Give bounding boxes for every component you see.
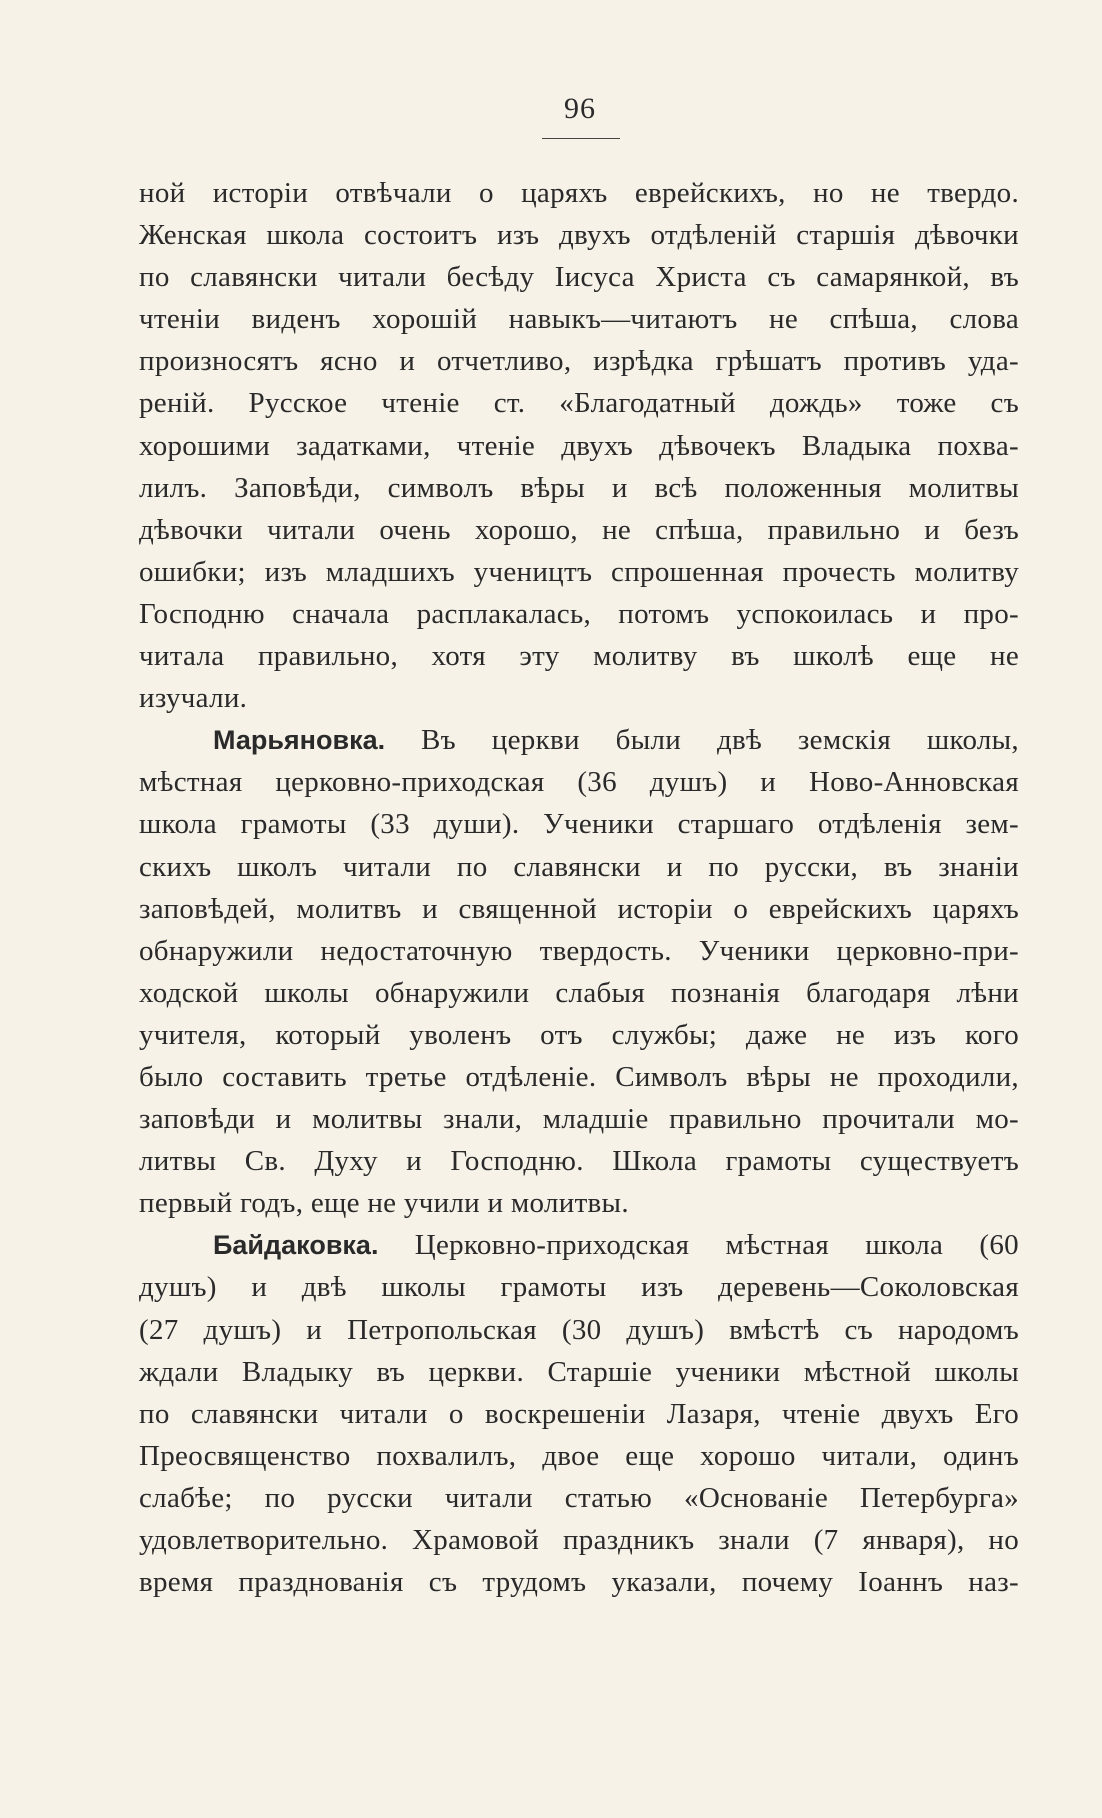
text-line: душъ) и двѣ школы грамоты изъ деревень—Соколовская [139, 1271, 1019, 1304]
text-line: дѣвочки читали очень хорошо, не спѣша, правильно и безъ [139, 513, 1019, 546]
text-fragment: Въ церкви были двѣ земскія школы, [421, 724, 1019, 757]
text-line: хорошими задатками, чтеніе двухъ дѣвочекъ Владыка похва- [139, 429, 1019, 462]
section-heading: Марьяновка. [213, 725, 386, 756]
text-line: (27 душъ) и Петропольская (30 душъ) вмѣстѣ съ народомъ [139, 1313, 1019, 1346]
section-heading: Байдаковка. [213, 1230, 379, 1261]
text-line: учителя, который уволенъ отъ службы; даже не изъ кого [139, 1018, 1019, 1051]
text-line: литвы Св. Духу и Господню. Школа грамоты существуетъ [139, 1145, 1019, 1178]
body-text [139, 172, 1019, 1603]
text-line: Женская школа состоитъ изъ двухъ отдѣленій старшія дѣвочки [139, 219, 1019, 252]
text-line: слабѣе; по русски читали статью «Основаніе Петербурга» [139, 1481, 1019, 1514]
text-line: заповѣди и молитвы знали, младшіе правильно прочитали мо- [139, 1103, 1019, 1136]
text-line: ной исторіи отвѣчали о царяхъ еврейскихъ, но не твердо. [139, 177, 1019, 209]
page-number-rule [542, 138, 620, 139]
text-fragment: Церковно-приходская мѣстная школа (60 [414, 1229, 1019, 1262]
text-line: было составить третье отдѣленіе. Символъ вѣры не проходили, [139, 1060, 1019, 1093]
text-line: мѣстная церковно-приходская (36 душъ) и Ново-Анновская [139, 766, 1019, 799]
text-line: ждали Владыку въ церкви. Старшіе ученики мѣстной школы [139, 1355, 1019, 1388]
text-line: удовлетворительно. Храмовой праздникъ знали (7 января), но [139, 1524, 1019, 1556]
text-line: читала правильно, хотя эту молитву въ школѣ еще не [139, 640, 1019, 673]
text-line: заповѣдей, молитвъ и священной исторіи о еврейскихъ царяхъ [139, 892, 1019, 925]
text-line: время празднованія съ трудомъ указали, почему Іоаннъ наз- [139, 1566, 1019, 1599]
text-line: по славянски читали о воскрешеніи Лазаря, чтеніе двухъ Его [139, 1397, 1019, 1430]
text-line: изучали. [139, 682, 248, 715]
text-line: школа грамоты (33 души). Ученики старшаго отдѣленія зем- [139, 808, 1019, 841]
text-line: лилъ. Заповѣди, символъ вѣры и всѣ положенныя молитвы [139, 471, 1019, 504]
text-line: первый годъ, еще не учили и молитвы. [139, 1187, 629, 1220]
paragraph-first-line [139, 719, 1019, 761]
text-line: произносятъ ясно и отчетливо, изрѣдка грѣшатъ противъ уда- [139, 345, 1019, 378]
text-line: скихъ школъ читали по славянски и по русски, въ знаніи [139, 850, 1019, 883]
page-number: 96 [564, 92, 596, 125]
text-line: чтеніи виденъ хорошій навыкъ—читаютъ не спѣша, слова [139, 303, 1019, 336]
text-line: ходской школы обнаружили слабыя познанія благодаря лѣни [139, 976, 1019, 1009]
text-line: реній. Русское чтеніе ст. «Благодатный дождь» тоже съ [139, 387, 1019, 420]
text-line: по славянски читали бесѣду Іисуса Христа съ самарянкой, въ [139, 261, 1019, 294]
paragraph-first-line [139, 1224, 1019, 1266]
text-line: Господню сначала расплакалась, потомъ успокоилась и про- [139, 597, 1019, 630]
text-line: Преосвященство похвалилъ, двое еще хорошо читали, одинъ [139, 1439, 1019, 1472]
text-line: ошибки; изъ младшихъ учеництъ спрошенная прочесть молитву [139, 555, 1019, 588]
text-line: обнаружили недостаточную твердость. Ученики церковно-при- [139, 934, 1019, 967]
